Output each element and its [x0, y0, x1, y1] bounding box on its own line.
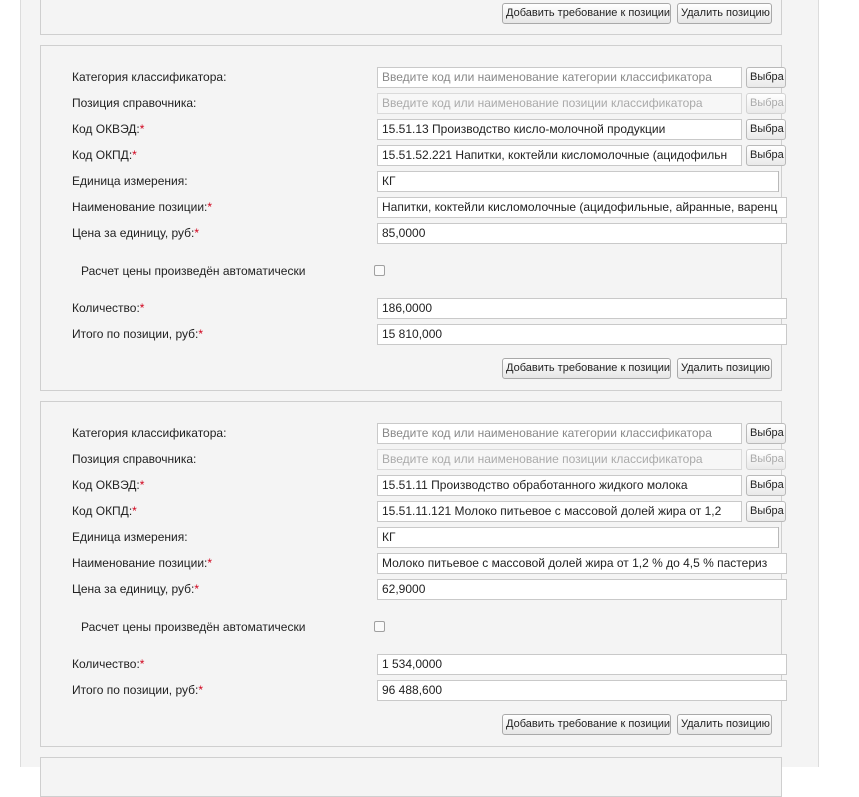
- auto-price-label: Расчет цены произведён автоматически: [81, 620, 306, 634]
- category-pick-button[interactable]: Выбра: [746, 67, 786, 88]
- delete-position-button[interactable]: Удалить позицию: [677, 714, 772, 735]
- ref-position-input: Введите код или наименование позиции классификатора: [377, 93, 742, 114]
- total-input[interactable]: 96 488,600: [377, 680, 787, 701]
- okved-input[interactable]: 15.51.11 Производство обработанного жидкого молока: [377, 475, 742, 496]
- unit-select-arrow[interactable]: [778, 171, 783, 192]
- auto-price-label: Расчет цены произведён автоматически: [81, 264, 306, 278]
- okved-pick-button[interactable]: Выбра: [746, 119, 786, 140]
- okpd-pick-button[interactable]: Выбра: [746, 145, 786, 166]
- okpd-input[interactable]: 15.51.11.121 Молоко питьевое с массовой долей жира от 1,2: [377, 501, 742, 522]
- delete-position-button[interactable]: Удалить позицию: [677, 358, 772, 379]
- quantity-label: Количество:*: [72, 657, 145, 671]
- total-input[interactable]: 15 810,000: [377, 324, 787, 345]
- total-label: Итого по позиции, руб:*: [72, 683, 204, 697]
- unit-select-arrow[interactable]: [778, 527, 783, 548]
- price-label: Цена за единицу, руб:*: [72, 582, 200, 596]
- price-input[interactable]: 62,9000: [377, 579, 787, 600]
- category-label: Категория классификатора:: [72, 70, 227, 84]
- ref-position-input: Введите код или наименование позиции классификатора: [377, 449, 742, 470]
- ref-position-pick-button: Выбра: [746, 449, 786, 470]
- name-label: Наименование позиции:*: [72, 200, 213, 214]
- okved-label: Код ОКВЭД:*: [72, 122, 145, 136]
- unit-select[interactable]: КГ: [377, 527, 779, 548]
- add-requirement-button[interactable]: Добавить требование к позиции: [502, 714, 671, 735]
- add-requirement-button[interactable]: Добавить требование к позиции: [502, 3, 671, 24]
- category-label: Категория классификатора:: [72, 426, 227, 440]
- total-label: Итого по позиции, руб:*: [72, 327, 204, 341]
- okved-label: Код ОКВЭД:*: [72, 478, 145, 492]
- unit-label: Единица измерения:: [72, 530, 188, 544]
- category-pick-button[interactable]: Выбра: [746, 423, 786, 444]
- add-requirement-button[interactable]: Добавить требование к позиции: [502, 358, 671, 379]
- position-block-1: [40, 45, 782, 391]
- name-input[interactable]: Напитки, коктейли кисломолочные (ацидофильные, айранные, варенц: [377, 197, 787, 218]
- ref-position-label: Позиция справочника:: [72, 96, 197, 110]
- auto-price-checkbox[interactable]: [374, 621, 385, 632]
- quantity-label: Количество:*: [72, 301, 145, 315]
- price-label: Цена за единицу, руб:*: [72, 226, 200, 240]
- right-margin: [818, 0, 859, 767]
- ref-position-label: Позиция справочника:: [72, 452, 197, 466]
- position-block-2: [40, 401, 782, 747]
- delete-position-button[interactable]: Удалить позицию: [677, 3, 772, 24]
- name-label: Наименование позиции:*: [72, 556, 213, 570]
- name-input[interactable]: Молоко питьевое с массовой долей жира от 1,2 % до 4,5 % пастериз: [377, 553, 787, 574]
- auto-price-checkbox[interactable]: [374, 265, 385, 276]
- unit-label: Единица измерения:: [72, 174, 188, 188]
- quantity-input[interactable]: 186,0000: [377, 298, 787, 319]
- okved-pick-button[interactable]: Выбра: [746, 475, 786, 496]
- position-block-next: [40, 757, 782, 797]
- okpd-pick-button[interactable]: Выбра: [746, 501, 786, 522]
- left-margin: [0, 0, 20, 767]
- quantity-input[interactable]: 1 534,0000: [377, 654, 787, 675]
- category-input[interactable]: Введите код или наименование категории классификатора: [377, 423, 742, 444]
- ref-position-pick-button: Выбра: [746, 93, 786, 114]
- positions-list: [40, 0, 784, 767]
- okpd-label: Код ОКПД:*: [72, 148, 137, 162]
- category-input[interactable]: Введите код или наименование категории классификатора: [377, 67, 742, 88]
- price-input[interactable]: 85,0000: [377, 223, 787, 244]
- okpd-input[interactable]: 15.51.52.221 Напитки, коктейли кисломолочные (ацидофильн: [377, 145, 742, 166]
- okpd-label: Код ОКПД:*: [72, 504, 137, 518]
- position-block-previous: [40, 0, 782, 35]
- okved-input[interactable]: 15.51.13 Производство кисло-молочной продукции: [377, 119, 742, 140]
- unit-select[interactable]: КГ: [377, 171, 779, 192]
